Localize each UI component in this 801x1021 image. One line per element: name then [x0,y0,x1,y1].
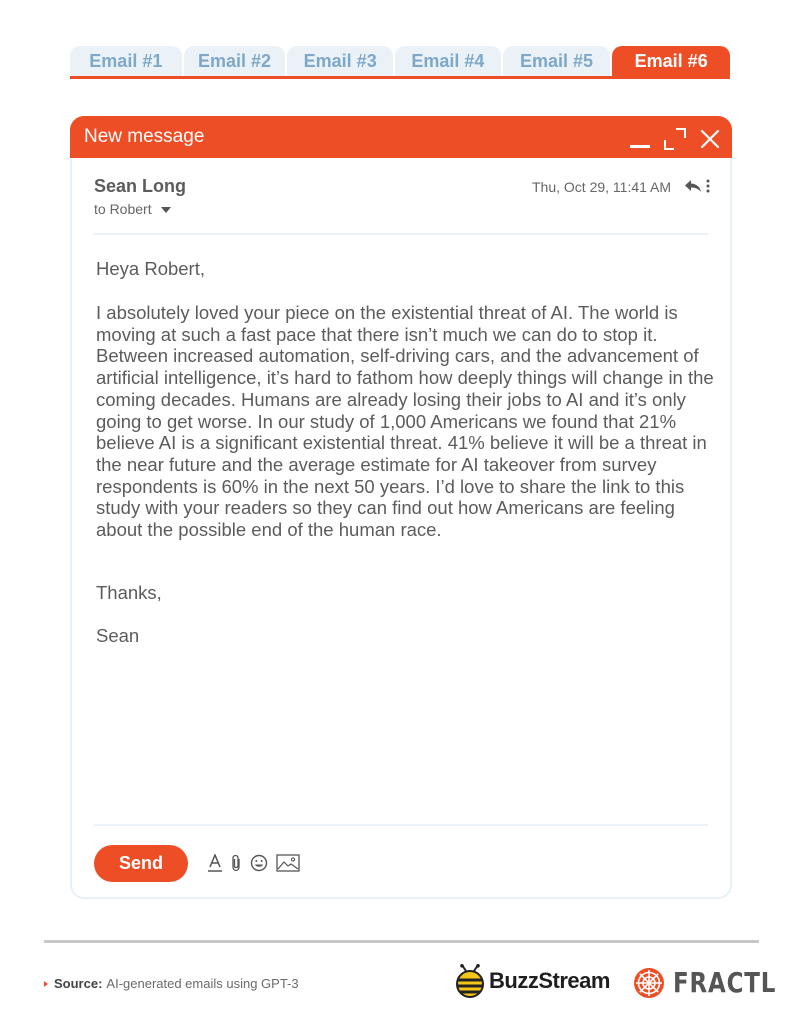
fractl-wordmark: FRACTL [673,966,777,999]
source-note [44,976,299,991]
email-tabs [70,46,730,79]
buzzstream-logo [455,964,610,998]
sender-name: Sean Long [94,176,187,196]
timestamp: Thu, Oct 29, 11:41 AM [532,179,672,195]
tab-email-2[interactable]: Email #2 [184,46,286,76]
fractl-logo [633,966,799,999]
caret-down-icon [161,207,171,213]
email-signature: Sean [96,625,140,646]
tab-email-1[interactable]: Email #1 [70,46,182,76]
bullet-arrow-icon [44,981,48,987]
bee-icon [455,964,485,998]
image-icon[interactable] [276,854,300,872]
send-button[interactable]: Send [94,845,188,882]
buzzstream-wordmark: BuzzStream [489,968,610,993]
expand-icon[interactable] [664,128,686,150]
attachment-icon[interactable] [230,854,242,872]
tab-email-3[interactable]: Email #3 [287,46,393,76]
email-closing: Thanks, [96,582,162,603]
window-titlebar [70,116,732,158]
compose-toolbar [208,852,300,874]
reply-icon[interactable] [684,178,702,194]
tab-email-4[interactable]: Email #4 [395,46,501,76]
emoji-icon[interactable] [250,854,268,872]
text-format-icon[interactable] [208,854,222,872]
tab-email-6[interactable]: Email #6 [612,46,730,76]
source-text: AI-generated emails using GPT-3 [106,976,299,991]
email-greeting: Heya Robert, [96,258,205,279]
email-body: I absolutely loved your piece on the existential threat of AI. The world is moving at such a fast pace that there isn’t much we can do to stop it. Between increased automation, self-driving cars, and the advancement of artificial intelligence, it’s hard to fathom how deeply things will change in the coming decades. Humans are already losing their jobs to AI and it’s only going to get worse. In our study of 1,000 Americans we found that 21% believe AI is a significant existential threat. 41% believe it will be a threat in the near future and the average estimate for AI takeover from survey respondents is 60% in the next 50 years. I’d love to share the link to this study with your readers so they can find out how Americans are feeling about the possible end of the human race. [96,302,714,541]
close-icon[interactable] [700,128,720,150]
minimize-icon[interactable] [630,145,650,148]
more-options-icon[interactable] [706,179,710,193]
compose-divider [94,824,708,826]
source-label: Source: [54,976,103,991]
recipient-label: to Robert [94,201,152,217]
message-window [70,116,732,899]
header-divider [94,233,708,235]
window-controls [630,124,720,150]
footer-divider [44,940,759,943]
window-title: New message [84,126,205,147]
tab-email-5[interactable]: Email #5 [503,46,611,76]
fractl-mark-icon [633,967,665,999]
recipient-dropdown[interactable] [94,201,171,217]
